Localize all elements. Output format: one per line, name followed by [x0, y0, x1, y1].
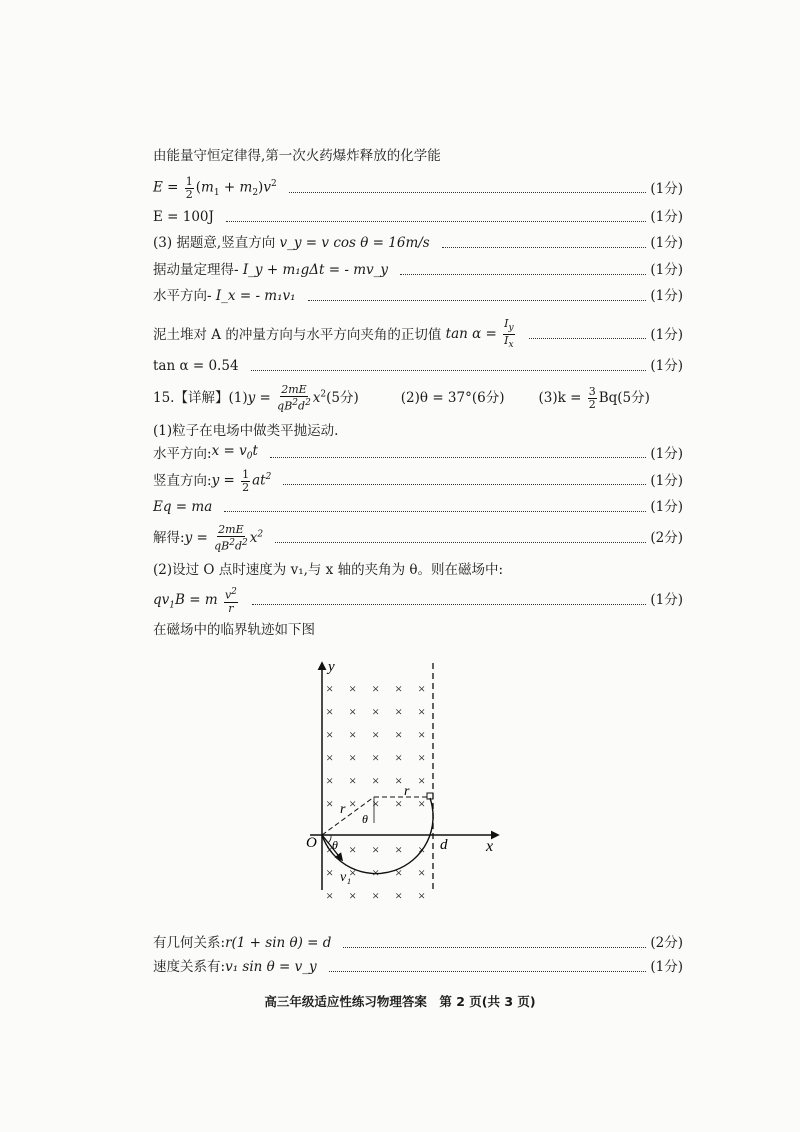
field-cross: × [326, 888, 334, 903]
score: (1分) [650, 262, 683, 278]
text-line: 在磁场中的临界轨迹如下图 [153, 622, 315, 638]
field-cross: × [395, 750, 403, 765]
field-cross: × [395, 888, 403, 903]
field-cross: × [418, 796, 426, 811]
text-line: (2)设过 O 点时速度为 v₁,与 x 轴的夹角为 θ。则在磁场中: [153, 562, 504, 578]
field-cross: × [349, 796, 357, 811]
q15-summary: 15.【详解】(1)y = $\frac{2mE}{qB^2d^2}$ $x^2(5$分) (2)θ = 37°(6分) (3)k = $\frac{3}{2}$ Bq(5分) [153, 383, 650, 413]
score: (2分) [650, 530, 683, 547]
field-cross: × [372, 888, 380, 903]
horizontal-motion: 水平方向: $x = v_0t$ (1分) [153, 443, 683, 462]
field-cross: × [349, 865, 357, 880]
score: (1分) [650, 180, 683, 197]
momentum-theorem: 据动量定理得 - I_y + m₁gΔt = - mv_y (1分) [153, 262, 683, 278]
field-cross: × [349, 727, 357, 742]
x-label: x [486, 838, 494, 855]
field-cross: × [372, 842, 380, 857]
r-label-2: r [404, 784, 410, 799]
field-cross: × [418, 750, 426, 765]
field-cross: × [326, 796, 334, 811]
score: (1分) [650, 209, 683, 225]
geometry-relation: 有几何关系: r(1 + sin θ) = d (2分) [153, 935, 683, 951]
field-cross: × [326, 727, 334, 742]
field-cross: × [326, 750, 334, 765]
score: (1分) [650, 472, 683, 489]
field-cross: × [372, 681, 380, 696]
newton-law: Eq = ma (1分) [153, 499, 683, 515]
field-cross: × [349, 750, 357, 765]
y-label: y [328, 659, 335, 675]
field-cross: × [372, 773, 380, 788]
score: (1分) [650, 499, 683, 515]
field-cross: × [326, 842, 334, 857]
field-cross: × [418, 681, 426, 696]
theta-label: θ [362, 812, 368, 826]
score: (1分) [650, 358, 683, 374]
text-line: 由能量守恒定律得,第一次火药爆炸释放的化学能 [153, 148, 441, 164]
score: (1分) [650, 959, 683, 975]
field-cross: × [418, 842, 426, 857]
field-cross: × [326, 681, 334, 696]
field-cross: × [372, 727, 380, 742]
field-cross: × [349, 842, 357, 857]
velocity-relation: 速度关系有: v₁ sin θ = v_y (1分) [153, 959, 683, 975]
field-cross: × [395, 773, 403, 788]
field-cross: × [395, 842, 403, 857]
r-label: r [340, 802, 346, 817]
field-cross: × [418, 727, 426, 742]
score: (1分) [650, 288, 683, 304]
field-cross: × [372, 704, 380, 719]
field-cross: × [372, 750, 380, 765]
tangent-result: tan α = 0.54 (1分) [153, 358, 683, 374]
field-cross: × [326, 773, 334, 788]
magnetic-field-diagram [300, 655, 510, 903]
field-cross: × [418, 865, 426, 880]
field-cross: × [395, 681, 403, 696]
vertical-motion: 竖直方向: y = $\frac{1}{2}$ $at^2$ (1分) [153, 467, 683, 494]
v1-label: v₁ [340, 870, 352, 885]
tangent-relation: 泥土堆对 A 的冲量方向与水平方向夹角的正切值 tan α = $\frac{I_y}{I_x}$ (1分) [153, 317, 683, 351]
field-cross: × [372, 865, 380, 880]
text-line: (1)粒子在电场中做类平抛运动. [153, 423, 339, 439]
vertical-velocity: (3) 据题意,竖直方向 v_y = v cos θ = 16m/s (1分) [153, 235, 683, 251]
field-cross: × [418, 888, 426, 903]
d-label: d [440, 837, 448, 853]
field-cross: × [349, 681, 357, 696]
trajectory-result: 解得: y = $\frac{2mE}{qB^2d^2}$ $x^2$ (2分) [153, 523, 683, 553]
field-cross: × [395, 727, 403, 742]
field-cross: × [395, 796, 403, 811]
score: (1分) [650, 326, 683, 343]
theta-label-2: θ [332, 838, 338, 852]
lorentz-equation: $qv_1B = m$ $\frac{v^2}{r}$ (1分) [153, 587, 683, 615]
score: (1分) [650, 235, 683, 251]
score: (1分) [650, 445, 683, 462]
score: (2分) [650, 935, 683, 951]
energy-equation: E = $\frac{1}{2}$ $(m_1 + m_2)v^2$ (1分) [153, 174, 683, 201]
field-cross: × [418, 773, 426, 788]
score: (1分) [650, 592, 683, 609]
energy-result: E = 100J (1分) [153, 209, 683, 225]
origin-label: O [306, 835, 317, 851]
field-cross: × [326, 865, 334, 880]
field-cross: × [395, 865, 403, 880]
field-cross: × [349, 704, 357, 719]
field-cross: × [349, 888, 357, 903]
field-cross: × [395, 704, 403, 719]
field-cross: × [418, 704, 426, 719]
page-footer: 高三年级适应性练习物理答案 第 2 页(共 3 页) [264, 994, 536, 1009]
field-cross: × [372, 796, 380, 811]
horizontal-impulse: 水平方向 - I_x = - m₁v₁ (1分) [153, 288, 683, 304]
field-cross: × [326, 704, 334, 719]
field-cross: × [349, 773, 357, 788]
